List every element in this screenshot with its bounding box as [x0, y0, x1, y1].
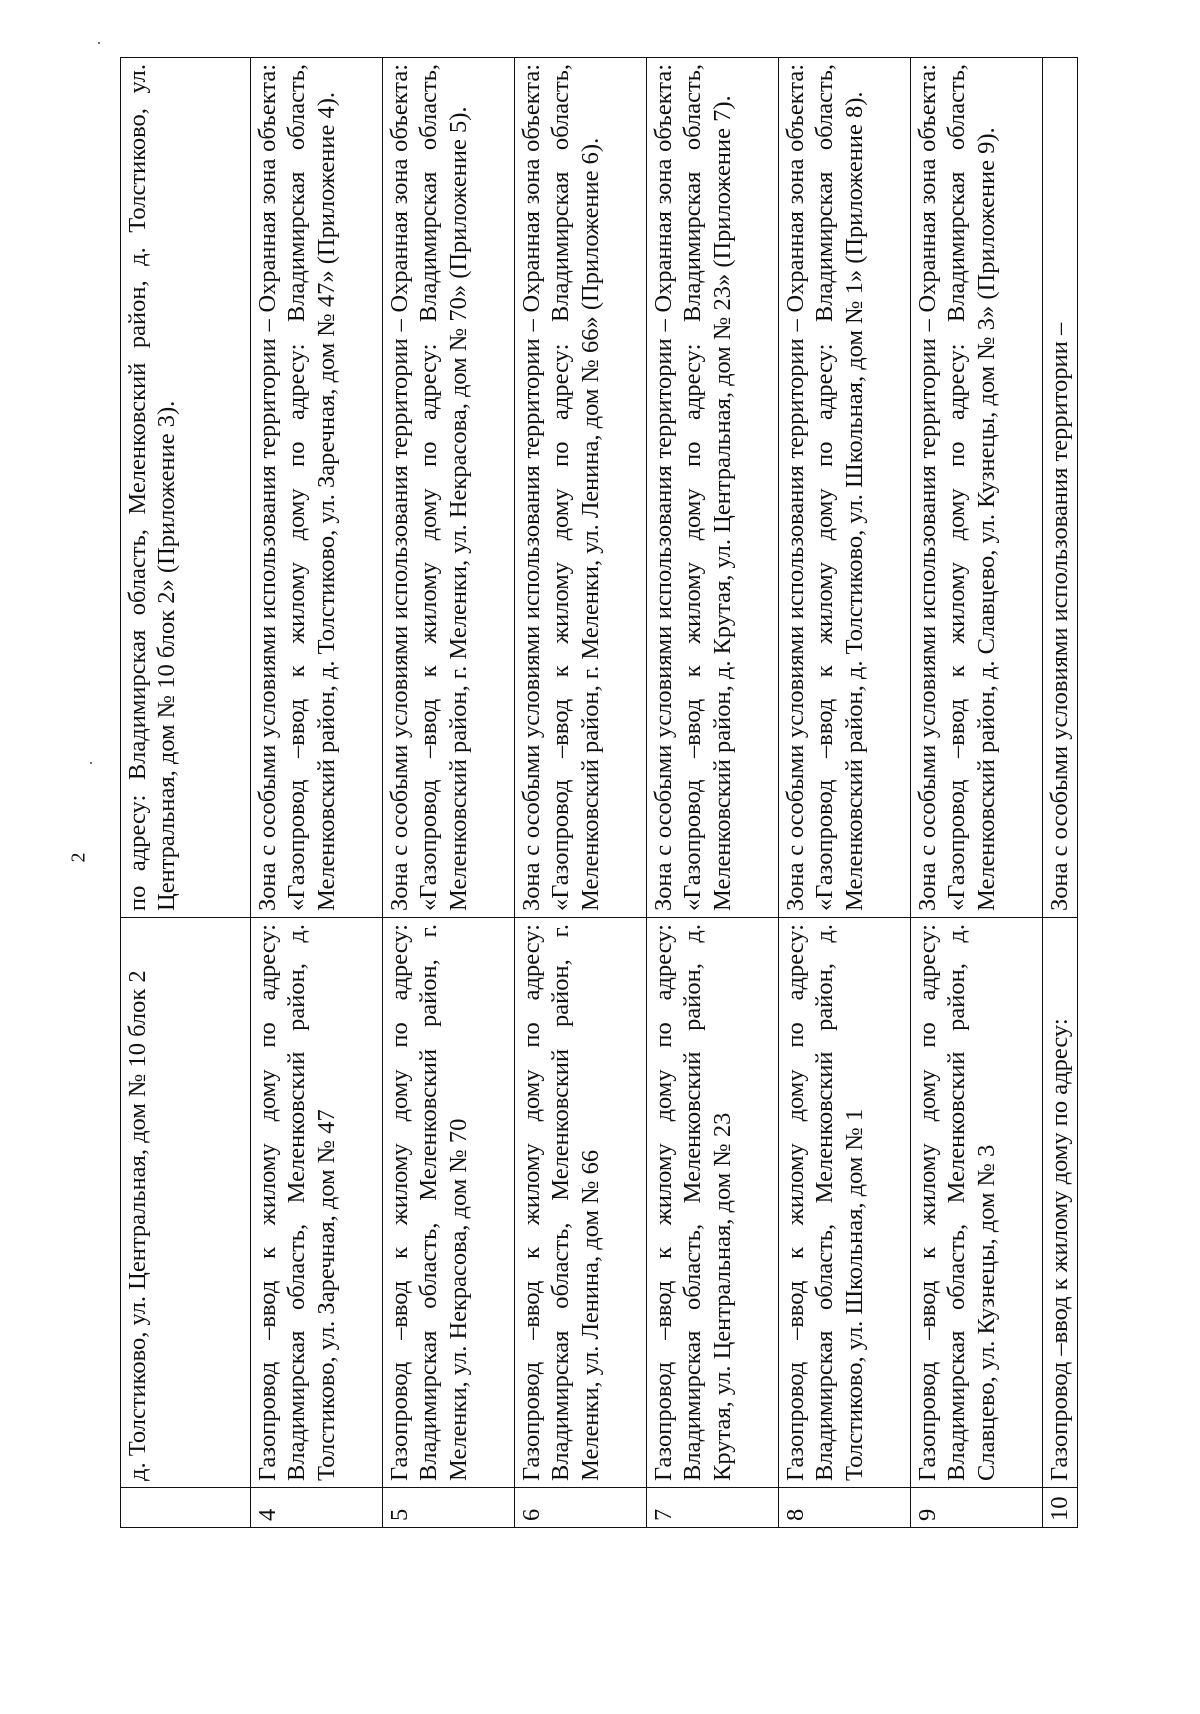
table-row [779, 58, 911, 1528]
row-number: 4 [251, 1488, 383, 1528]
zone-cell: Зона с особыми условиями использования территории – Охранная зона объекта: «Газопровод –ввод к жилому дому по адресу: Владимирская область, Меленковский район, д. Толстиково, ул. Школьная, дом № 1» (Приложение 8). [779, 58, 911, 918]
table-row [647, 58, 779, 1528]
zone-cell: Зона с особыми условиями использования территории – Охранная зона объекта: «Газопровод –ввод к жилому дому по адресу: Владимирская область, Меленковский район, д. Славцево, ул. Кузнецы, дом № 3» (Приложение 9). [911, 58, 1043, 918]
page-number: 2 [67, 852, 90, 863]
zone-cell: Зона с особыми условиями использования территории – [1043, 58, 1078, 918]
zone-cell: Зона с особыми условиями использования территории – Охранная зона объекта: «Газопровод –ввод к жилому дому по адресу: Владимирская область, Меленковский район, г. Меленки, ул. Ленина, дом № 66» (Приложение 6). [515, 58, 647, 918]
object-cell: Газопровод –ввод к жилому дому по адресу: Владимирская область, Меленковский район, г. Меленки, ул. Некрасова, дом № 70 [383, 918, 515, 1488]
table-row [251, 58, 383, 1528]
object-cell: Газопровод –ввод к жилому дому по адресу: [1043, 918, 1078, 1488]
object-cell: Газопровод –ввод к жилому дому по адресу: Владимирская область, Меленковский район, д. Крутая, ул. Центральная, дом № 23 [647, 918, 779, 1488]
row-number: 6 [515, 1488, 647, 1528]
table-row [121, 58, 251, 1528]
zone-cell: Зона с особыми условиями использования территории – Охранная зона объекта: «Газопровод –ввод к жилому дому по адресу: Владимирская область, Меленковский район, д. Толстиково, ул. Заречная, дом № 47» (Приложение 4). [251, 58, 383, 918]
zone-cell: Зона с особыми условиями использования территории – Охранная зона объекта: «Газопровод –ввод к жилому дому по адресу: Владимирская область, Меленковский район, г. Меленки, ул. Некрасова, дом № 70» (Приложение 5). [383, 58, 515, 918]
object-cell: Газопровод –ввод к жилому дому по адресу: Владимирская область, Меленковский район, д. Толстиково, ул. Заречная, дом № 47 [251, 918, 383, 1488]
object-cell: Газопровод –ввод к жилому дому по адресу: Владимирская область, Меленковский район, д. Толстиково, ул. Школьная, дом № 1 [779, 918, 911, 1488]
table-row [1043, 58, 1078, 1528]
object-cell: Газопровод –ввод к жилому дому по адресу: Владимирская область, Меленковский район, д. Славцево, ул. Кузнецы, дом № 3 [911, 918, 1043, 1488]
zone-cell: Зона с особыми условиями использования территории – Охранная зона объекта: «Газопровод –ввод к жилому дому по адресу: Владимирская область, Меленковский район, д. Крутая, ул. Центральная, дом № 23» (Приложение 7). [647, 58, 779, 918]
scan-speck [98, 42, 100, 44]
row-number: 5 [383, 1488, 515, 1528]
zone-table [120, 57, 1078, 1528]
zone-table-rotated [120, 58, 1140, 1528]
object-cell: д. Толстиково, ул. Центральная, дом № 10 блок 2 [121, 918, 251, 1488]
row-number [121, 1488, 251, 1528]
table-row [383, 58, 515, 1528]
table-row [911, 58, 1043, 1528]
row-number: 10 [1043, 1488, 1078, 1528]
table-row [515, 58, 647, 1528]
row-number: 9 [911, 1488, 1043, 1528]
row-number: 7 [647, 1488, 779, 1528]
row-number: 8 [779, 1488, 911, 1528]
zone-cell: по адресу: Владимирская область, Меленковский район, д. Толстиково, ул. Центральная, дом № 10 блок 2» (Приложение 3). [121, 58, 251, 918]
scan-speck [90, 762, 92, 764]
object-cell: Газопровод –ввод к жилому дому по адресу: Владимирская область, Меленковский район, г. Меленки, ул. Ленина, дом № 66 [515, 918, 647, 1488]
